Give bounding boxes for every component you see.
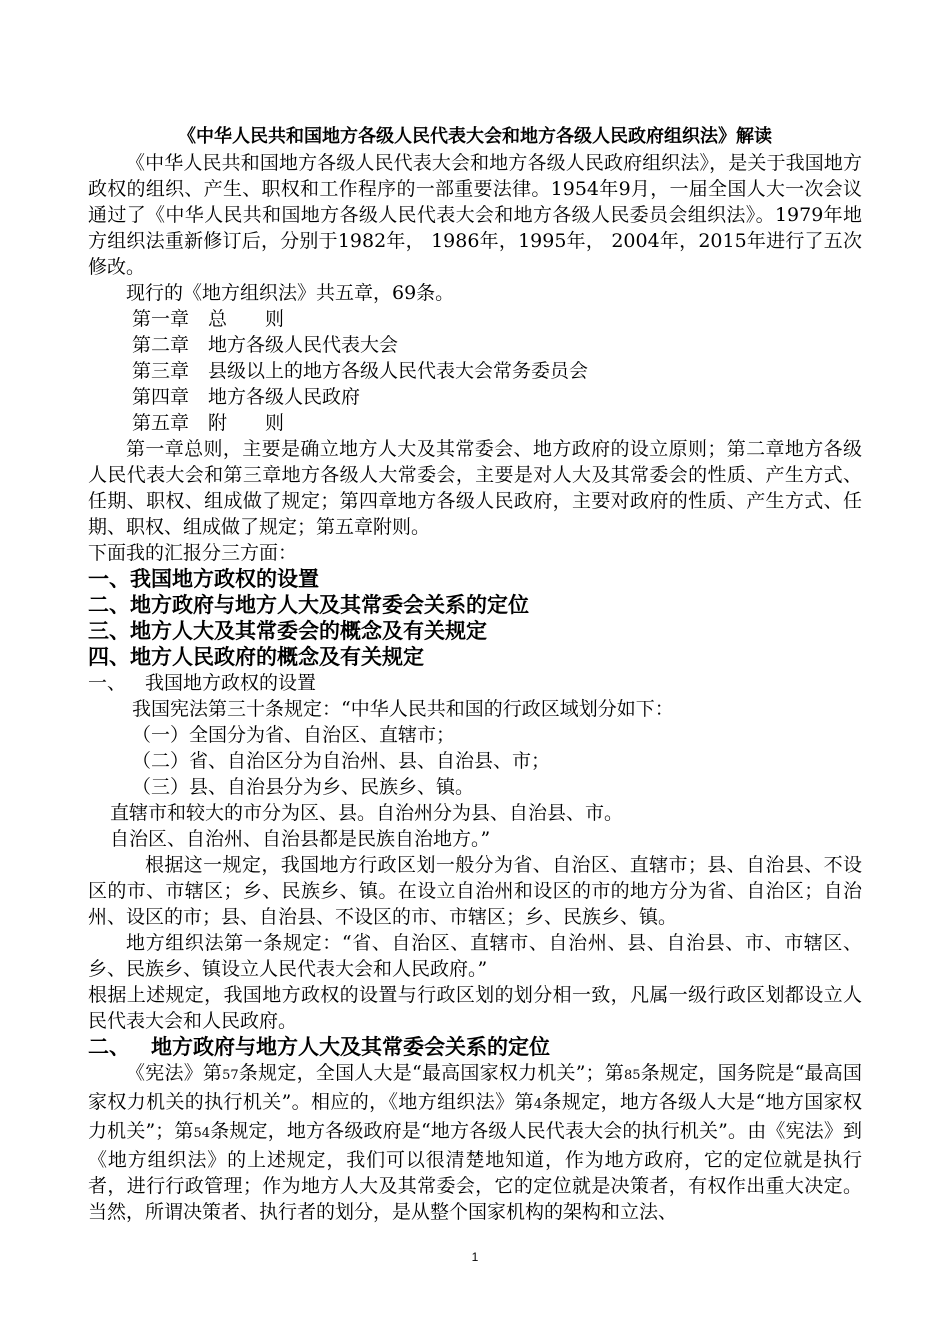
article-number: 85 [623, 1068, 641, 1083]
section1-number: 一、 [88, 672, 127, 694]
article-number: 57 [222, 1068, 239, 1083]
text-run: 条规定，地方各级人大是“地方国家权力机关”；第 [88, 1091, 862, 1142]
chapter-line: 第二章 地方各级人民代表大会 [132, 334, 399, 356]
conclusion-paragraph: 根据上述规定，我国地方政权的设置与行政区划的划分相一致，凡属一级行政区划都设立人民代表大会和人民政府。 [88, 984, 862, 1032]
article-number: 4 [533, 1097, 543, 1112]
section2-title: 地方政府与地方人大及其常委会关系的定位 [151, 1035, 550, 1059]
section2-paragraph [88, 1060, 862, 1225]
chapter-line: 第四章 地方各级人民政府 [132, 386, 361, 408]
constitution-quote-intro: 我国宪法第三十条规定：“中华人民共和国的行政区域划分如下： [132, 698, 674, 720]
constitution-item: （二）省、自治区分为自治州、县、自治县、市； [132, 750, 551, 772]
summary-paragraph: 第一章总则，主要是确立地方人大及其常委会、地方政府的设立原则；第二章地方各级人民代表大会和第三章地方各级人大常委会，主要是对人大及其常委会的性质、产生方式、任期、职权、组成做了规定；第四章地方各级人民政府，主要对政府的性质、产生方式、任期、职权、组成做了规定；第五章附则。 [88, 438, 862, 538]
outline-heading: 一、我国地方政权的设置 [88, 567, 319, 591]
constitution-item: （一）全国分为省、自治区、直辖市； [132, 724, 456, 746]
text-run: 条规定，地方各级政府是“地方各级人民代表大会的执行机关”。由《宪法》到《地方组织法》的上述规定，我们可以很清楚地知道，作为地方政府，它的定位就是执行者，进行行政管理；作为地方人大及其常委会，它的定位就是决策者，有权作出重大决定。当然，所谓决策者、执行者的划分，是从整个国家机构的架构和立法、 [88, 1120, 863, 1223]
constitution-line: 自治区、自治州、自治县都是民族自治地方。” [110, 828, 491, 850]
chapter-line: 第五章 附 则 [132, 412, 285, 434]
article-number: 54 [193, 1126, 211, 1141]
outline-heading: 四、地方人民政府的概念及有关规定 [88, 645, 424, 669]
section2-heading [88, 1034, 862, 1060]
organic-law-article1: 地方组织法第一条规定：“省、自治区、直辖市、自治州、县、自治县、市、市辖区、乡、民族乡、镇设立人民代表大会和人民政府。” [88, 932, 862, 980]
constitution-line: 直辖市和较大的市分为区、县。自治州分为县、自治县、市。 [110, 802, 624, 824]
report-intro: 下面我的汇报分三方面： [88, 542, 298, 564]
text-run: 条规定，全国人大是“最高国家权力机关”；第 [238, 1062, 624, 1084]
chapter-line: 第三章 县级以上的地方各级人民代表大会常务委员会 [132, 360, 589, 382]
section2-number: 二、 [88, 1035, 130, 1059]
section1-heading [88, 670, 862, 696]
page-number: 1 [471, 1250, 479, 1264]
outline-heading: 二、地方政府与地方人大及其常委会关系的定位 [88, 593, 529, 617]
division-paragraph: 根据这一规定，我国地方行政区划一般分为省、自治区、直辖市；县、自治县、不设区的市、市辖区；乡、民族乡、镇。在设立自治州和设区的市的地方分为省、自治区；自治州、设区的市；县、自治县、不设区的市、市辖区；乡、民族乡、镇。 [88, 854, 862, 928]
constitution-item: （三）县、自治县分为乡、民族乡、镇。 [132, 776, 475, 798]
text-run: 条规定，国务院是“最高国家权力机关的执行机关”。相应的，《地方组织法》第 [88, 1062, 862, 1113]
document-title: 《中华人民共和国地方各级人民代表大会和地方各级人民政府组织法》解读 [178, 126, 772, 147]
chapter-line: 第一章 总 则 [132, 308, 285, 330]
outline-heading: 三、地方人大及其常委会的概念及有关规定 [88, 619, 487, 643]
structure-line: 现行的《地方组织法》共五章，69条。 [126, 282, 455, 304]
intro-paragraph: 《中华人民共和国地方各级人民代表大会和地方各级人民政府组织法》，是关于我国地方政权的组织、产生、职权和工作程序的一部重要法律。1954年9月，一届全国人大一次会议通过了《中华人民共和国地方各级人民代表大会和地方各级人民委员会组织法》。1979年地方组织法重新修订后，分别于1982年， 1986年，1995年， 2004年，2015年进行了五次修改。 [88, 152, 862, 278]
section1-title: 我国地方政权的设置 [145, 672, 317, 694]
document-body [88, 150, 862, 1225]
text-run: 《宪法》第 [126, 1062, 223, 1084]
